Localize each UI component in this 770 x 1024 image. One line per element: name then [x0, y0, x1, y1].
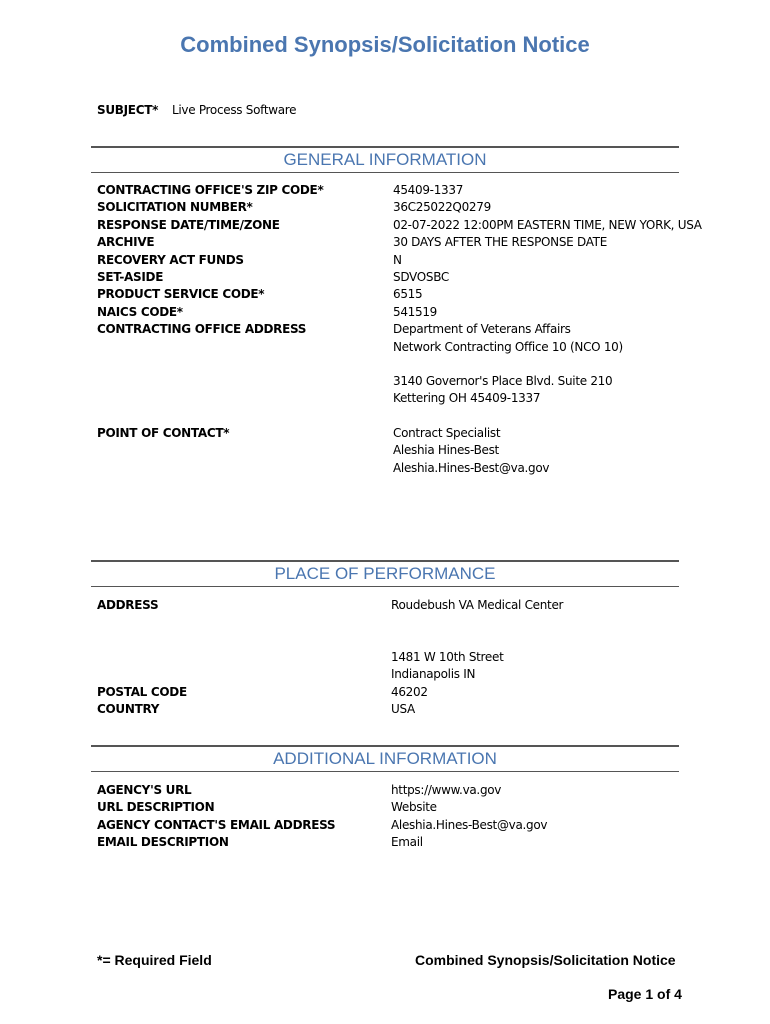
general-values	[393, 183, 702, 357]
office-name-value: Department of Veterans Affairs	[393, 322, 571, 337]
additional-labels	[97, 783, 335, 853]
place-labels	[97, 685, 187, 720]
set-aside-label: SET-ASIDE	[97, 269, 164, 284]
email-description-value: Email	[391, 835, 423, 850]
solicitation-number-value: 36C25022Q0279	[393, 200, 491, 215]
country-label: COUNTRY	[97, 702, 160, 717]
street-line: 1481 W 10th Street	[391, 650, 504, 664]
place-of-performance-heading: PLACE OF PERFORMANCE	[91, 560, 679, 587]
general-information-heading: GENERAL INFORMATION	[91, 146, 679, 173]
office-division-value: Network Contracting Office 10 (NCO 10)	[393, 339, 623, 354]
email-description-label: EMAIL DESCRIPTION	[97, 835, 229, 850]
agency-url-label: AGENCY'S URL	[97, 783, 192, 797]
subject-value: Live Process Software	[172, 103, 297, 117]
office-street-line: 3140 Governor's Place Blvd. Suite 210	[393, 374, 613, 388]
additional-information-heading: ADDITIONAL INFORMATION	[91, 745, 679, 772]
set-aside-value: SDVOSBC	[393, 269, 450, 284]
response-date-value: 02-07-2022 12:00PM EASTERN TIME, NEW YORK, USA	[393, 217, 702, 232]
zip-code-label: CONTRACTING OFFICE'S ZIP CODE*	[97, 183, 324, 197]
solicitation-number-label: SOLICITATION NUMBER*	[97, 200, 253, 215]
point-of-contact-value	[393, 426, 549, 478]
footer-document-name: Combined Synopsis/Solicitation Notice	[415, 952, 676, 968]
url-description-value: Website	[391, 800, 437, 815]
country-value: USA	[391, 702, 415, 717]
subject-label: SUBJECT*	[97, 103, 159, 117]
naics-code-value: 541519	[393, 304, 438, 319]
address-label: ADDRESS	[97, 598, 159, 612]
general-labels	[97, 183, 323, 340]
archive-value: 30 DAYS AFTER THE RESPONSE DATE	[393, 235, 607, 250]
recovery-act-label: RECOVERY ACT FUNDS	[97, 252, 244, 267]
recovery-act-value: N	[393, 252, 402, 267]
required-field-note: *= Required Field	[97, 952, 212, 968]
office-city-line: Kettering OH 45409-1337	[393, 391, 541, 406]
page-title: Combined Synopsis/Solicitation Notice	[180, 32, 590, 57]
contact-title: Contract Specialist	[393, 426, 501, 440]
additional-values	[391, 783, 547, 853]
agency-email-link[interactable]: Aleshia.Hines-Best@va.gov	[391, 817, 548, 832]
performance-address-lines	[391, 650, 504, 720]
zip-code-value: 45409-1337	[393, 183, 464, 197]
postal-code-value: 46202	[391, 684, 428, 699]
point-of-contact-label: POINT OF CONTACT*	[97, 426, 230, 440]
naics-code-label: NAICS CODE*	[97, 304, 183, 319]
url-description-label: URL DESCRIPTION	[97, 800, 215, 815]
response-date-label: RESPONSE DATE/TIME/ZONE	[97, 217, 280, 232]
product-service-code-value: 6515	[393, 287, 423, 302]
office-address-label: CONTRACTING OFFICE ADDRESS	[97, 322, 307, 337]
city-line: Indianapolis IN	[391, 667, 476, 682]
address-value: Roudebush VA Medical Center	[391, 598, 564, 612]
contact-email: Aleshia.Hines-Best@va.gov	[393, 460, 550, 475]
product-service-code-label: PRODUCT SERVICE CODE*	[97, 287, 265, 302]
office-street-address	[393, 374, 612, 409]
agency-email-label: AGENCY CONTACT'S EMAIL ADDRESS	[97, 817, 336, 832]
postal-code-label: POSTAL CODE	[97, 685, 187, 699]
agency-url-link[interactable]: https://www.va.gov	[391, 783, 502, 797]
contact-name: Aleshia Hines-Best	[393, 443, 499, 458]
page-number: Page 1 of 4	[608, 986, 682, 1002]
archive-label: ARCHIVE	[97, 235, 155, 250]
